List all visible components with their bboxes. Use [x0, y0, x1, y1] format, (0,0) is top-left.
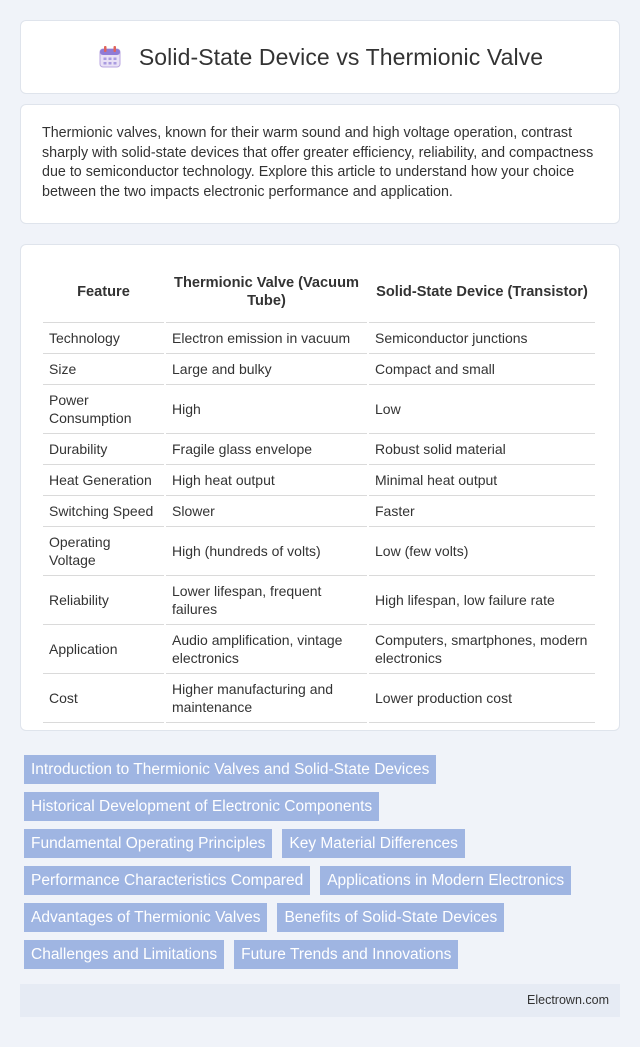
table-cell: Higher manufacturing and maintenance — [166, 674, 367, 723]
table-cell: Cost — [43, 674, 164, 723]
tag-row — [24, 792, 624, 821]
table-cell: Power Consumption — [43, 385, 164, 434]
table-cell: Heat Generation — [43, 465, 164, 496]
table-cell: Durability — [43, 434, 164, 465]
table-row — [43, 385, 595, 434]
title-card — [20, 20, 620, 94]
table-row — [43, 576, 595, 625]
table-cell: Computers, smartphones, modern electronics — [369, 625, 595, 674]
tag-row — [24, 755, 624, 784]
table-cell: Low (few volts) — [369, 527, 595, 576]
comparison-table-card — [20, 244, 620, 731]
header-thermionic: Thermionic Valve (Vacuum Tube) — [166, 261, 367, 323]
table-cell: Lower lifespan, frequent failures — [166, 576, 367, 625]
table-row — [43, 323, 595, 354]
table-row — [43, 674, 595, 723]
table-cell: Switching Speed — [43, 496, 164, 527]
tag-link[interactable]: Challenges and Limitations — [24, 940, 224, 969]
table-cell: Minimal heat output — [369, 465, 595, 496]
table-cell: Audio amplification, vintage electronics — [166, 625, 367, 674]
tag-link[interactable]: Introduction to Thermionic Valves and Solid-State Devices — [24, 755, 436, 784]
page-title: Solid-State Device vs Thermionic Valve — [138, 43, 544, 70]
table-header-row — [43, 261, 595, 323]
table-row — [43, 465, 595, 496]
table-cell: Application — [43, 625, 164, 674]
table-cell: Operating Voltage — [43, 527, 164, 576]
tag-link[interactable]: Performance Characteristics Compared — [24, 866, 310, 895]
table-cell: High heat output — [166, 465, 367, 496]
table-cell: High lifespan, low failure rate — [369, 576, 595, 625]
header-solid-state: Solid-State Device (Transistor) — [369, 261, 595, 323]
tag-row — [24, 829, 624, 858]
table-row — [43, 527, 595, 576]
table-cell: Low — [369, 385, 595, 434]
footer-site-name[interactable]: Electrown.com — [527, 993, 609, 1007]
tag-link[interactable]: Key Material Differences — [282, 829, 465, 858]
intro-card — [20, 104, 620, 224]
tag-link[interactable]: Applications in Modern Electronics — [320, 866, 571, 895]
tag-link[interactable]: Advantages of Thermionic Valves — [24, 903, 267, 932]
table-cell: High (hundreds of volts) — [166, 527, 367, 576]
tag-link[interactable]: Historical Development of Electronic Components — [24, 792, 379, 821]
table-cell: Electron emission in vacuum — [166, 323, 367, 354]
table-cell: Semiconductor junctions — [369, 323, 595, 354]
header-feature: Feature — [43, 261, 164, 323]
table-row — [43, 625, 595, 674]
comparison-table — [41, 261, 597, 723]
topic-tags — [24, 755, 624, 977]
tag-row — [24, 940, 624, 969]
table-cell: Fragile glass envelope — [166, 434, 367, 465]
table-cell: Faster — [369, 496, 595, 527]
table-cell: Slower — [166, 496, 367, 527]
table-cell: Robust solid material — [369, 434, 595, 465]
tag-row — [24, 903, 624, 932]
table-cell: High — [166, 385, 367, 434]
tag-link[interactable]: Benefits of Solid-State Devices — [277, 903, 504, 932]
table-cell: Compact and small — [369, 354, 595, 385]
table-cell: Reliability — [43, 576, 164, 625]
table-cell: Technology — [43, 323, 164, 354]
table-row — [43, 496, 595, 527]
table-row — [43, 354, 595, 385]
table-cell: Size — [43, 354, 164, 385]
calendar-icon — [97, 44, 123, 70]
table-cell: Large and bulky — [166, 354, 367, 385]
tag-link[interactable]: Fundamental Operating Principles — [24, 829, 272, 858]
tag-row — [24, 866, 624, 895]
footer — [20, 984, 620, 1017]
intro-text: Thermionic valves, known for their warm sound and high voltage operation, contrast sharply with solid-state devices that offer greater efficiency, reliability, and compactness due to semiconductor technology. Explore this article to understand how your choice between the two impacts electronic performance and application. — [42, 125, 594, 200]
tag-link[interactable]: Future Trends and Innovations — [234, 940, 458, 969]
table-row — [43, 434, 595, 465]
table-cell: Lower production cost — [369, 674, 595, 723]
